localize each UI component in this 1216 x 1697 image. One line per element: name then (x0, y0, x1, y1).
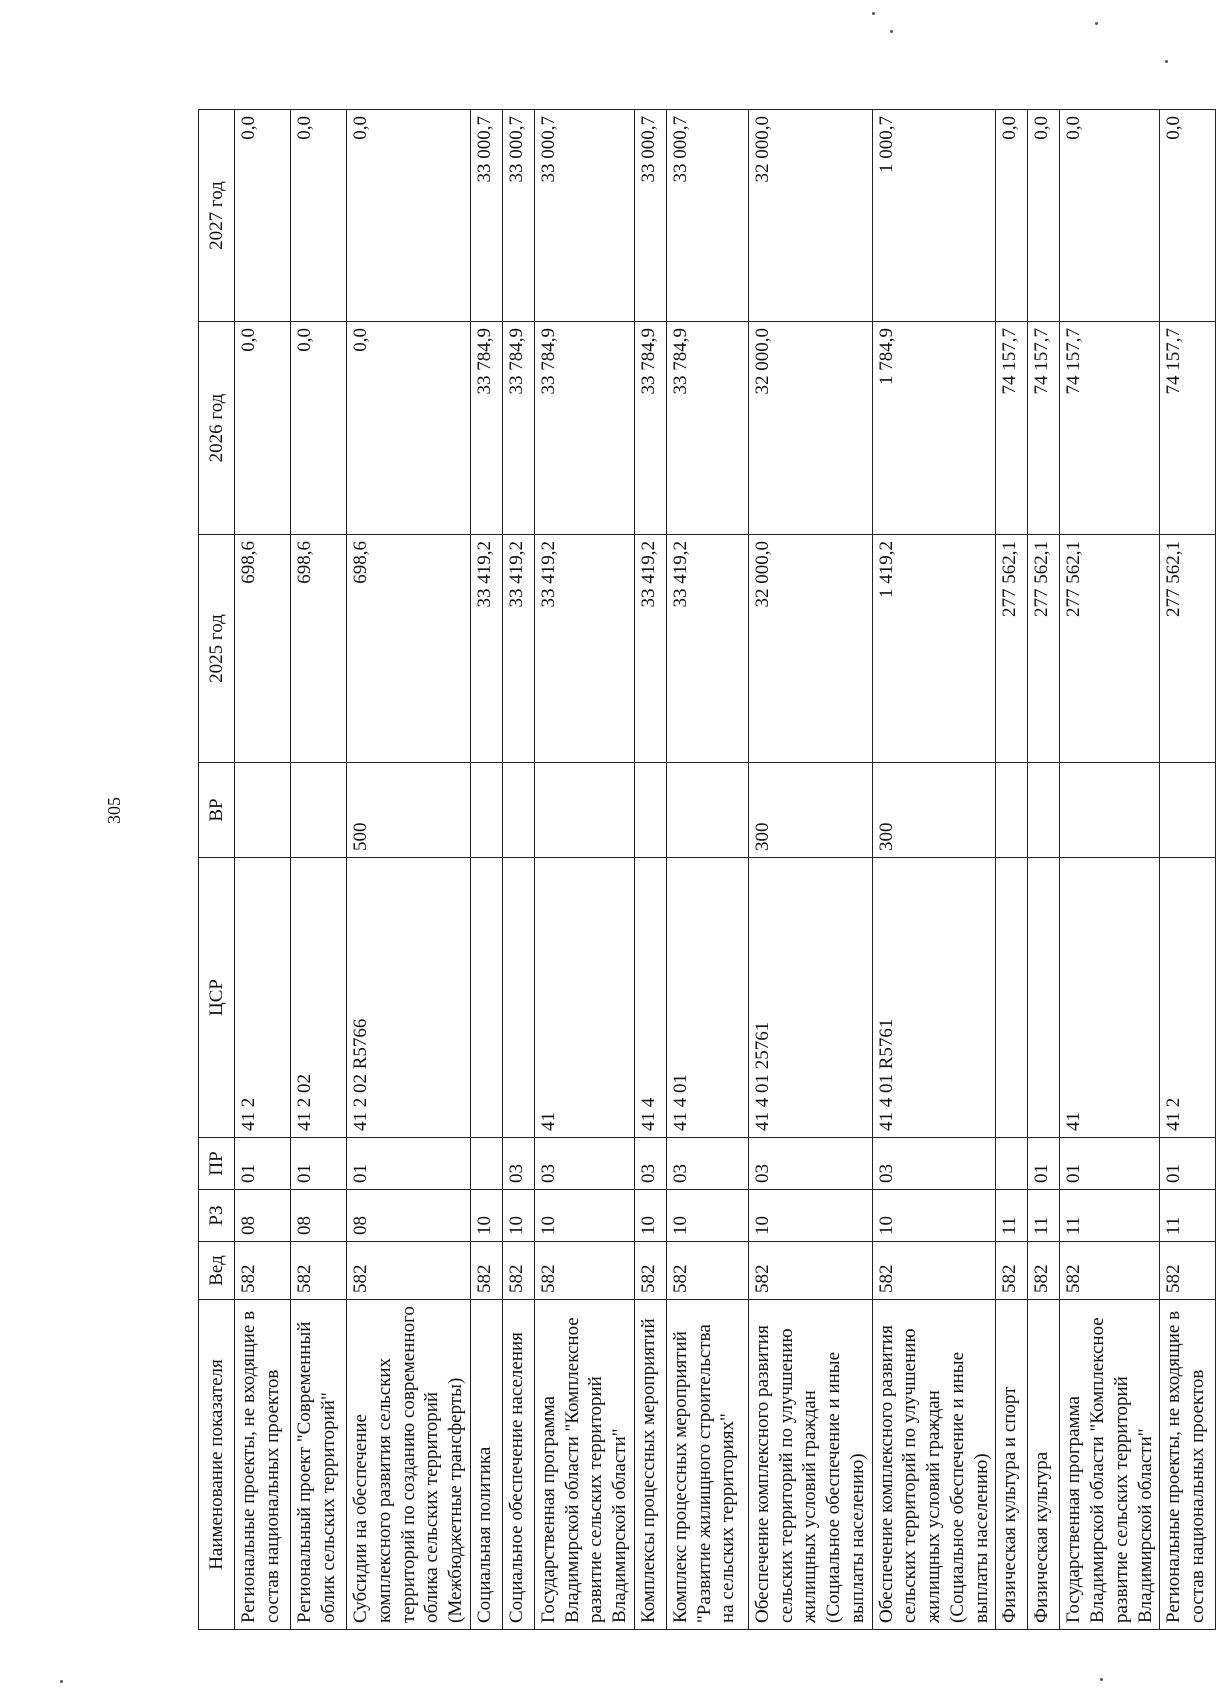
cell-vr (235, 763, 291, 858)
header-vr: ВР (199, 763, 235, 858)
cell-csr: 41 2 (1160, 858, 1216, 1138)
cell-ved: 582 (235, 1242, 291, 1300)
cell-rz: 11 (1160, 1190, 1216, 1242)
cell-name: Комплексы процессных мероприятий (634, 1300, 666, 1630)
cell-csr: 41 2 (235, 858, 291, 1138)
cell-2027: 32 000,0 (748, 110, 872, 322)
scan-speck (60, 1680, 63, 1683)
header-pr: ПР (199, 1138, 235, 1190)
cell-rz: 10 (666, 1190, 748, 1242)
cell-2026: 74 157,7 (1160, 322, 1216, 535)
page-number: 305 (104, 797, 124, 824)
cell-vr (666, 763, 748, 858)
cell-2027: 1 000,7 (872, 110, 996, 322)
table-row (1160, 110, 1216, 1630)
cell-pr: 01 (291, 1138, 347, 1190)
cell-csr: 41 (1060, 858, 1160, 1138)
cell-2026: 33 784,9 (470, 322, 502, 535)
cell-rz: 08 (291, 1190, 347, 1242)
cell-name: Обеспечение комплексного развития сельских территорий по улучшению жилищных условий граждан (Социальное обеспечение и иные выплаты населению) (748, 1300, 872, 1630)
scan-speck (872, 12, 875, 15)
table-row (1028, 110, 1060, 1630)
table-row (996, 110, 1028, 1630)
cell-ved: 582 (996, 1242, 1028, 1300)
table-row (666, 110, 748, 1630)
cell-name: Региональный проект "Современный облик сельских территорий" (291, 1300, 347, 1630)
rotated-table-container (198, 110, 1208, 1630)
cell-2027: 0,0 (996, 110, 1028, 322)
cell-rz: 11 (996, 1190, 1028, 1242)
cell-name: Государственная программа Владимирской области "Комплексное развитие сельских территорий Владимирской области" (1060, 1300, 1160, 1630)
cell-rz: 10 (502, 1190, 534, 1242)
cell-name: Физическая культура и спорт (996, 1300, 1028, 1630)
table-row (470, 110, 502, 1630)
cell-csr (470, 858, 502, 1138)
table-row (347, 110, 471, 1630)
cell-2027: 33 000,7 (470, 110, 502, 322)
table-row (534, 110, 634, 1630)
cell-csr (1028, 858, 1060, 1138)
cell-vr: 500 (347, 763, 471, 858)
cell-2025: 698,6 (291, 535, 347, 763)
cell-name: Социальное обеспечение населения (502, 1300, 534, 1630)
cell-pr: 03 (502, 1138, 534, 1190)
cell-vr (1028, 763, 1060, 858)
table-row (634, 110, 666, 1630)
cell-2025: 698,6 (235, 535, 291, 763)
header-ved: Вед (199, 1242, 235, 1300)
cell-2025: 277 562,1 (1028, 535, 1060, 763)
table-row (1060, 110, 1160, 1630)
cell-vr (502, 763, 534, 858)
cell-ved: 582 (347, 1242, 471, 1300)
cell-2027: 0,0 (1160, 110, 1216, 322)
cell-name: Физическая культура (1028, 1300, 1060, 1630)
scan-speck (890, 30, 893, 33)
cell-pr: 03 (666, 1138, 748, 1190)
cell-csr: 41 2 02 R5766 (347, 858, 471, 1138)
cell-2026: 33 784,9 (534, 322, 634, 535)
cell-vr: 300 (748, 763, 872, 858)
cell-vr: 300 (872, 763, 996, 858)
cell-pr: 03 (872, 1138, 996, 1190)
cell-pr: 03 (534, 1138, 634, 1190)
cell-ved: 582 (1060, 1242, 1160, 1300)
cell-rz: 10 (470, 1190, 502, 1242)
cell-name: Государственная программа Владимирской области "Комплексное развитие сельских территорий Владимирской области" (534, 1300, 634, 1630)
cell-rz: 08 (235, 1190, 291, 1242)
cell-2027: 0,0 (291, 110, 347, 322)
cell-name: Обеспечение комплексного развития сельских территорий по улучшению жилищных условий граждан (Социальное обеспечение и иные выплаты населению) (872, 1300, 996, 1630)
cell-vr (534, 763, 634, 858)
cell-2027: 0,0 (235, 110, 291, 322)
cell-ved: 582 (502, 1242, 534, 1300)
cell-vr (634, 763, 666, 858)
cell-2027: 33 000,7 (502, 110, 534, 322)
cell-2026: 1 784,9 (872, 322, 996, 535)
cell-pr: 01 (1060, 1138, 1160, 1190)
cell-rz: 10 (872, 1190, 996, 1242)
cell-rz: 11 (1060, 1190, 1160, 1242)
cell-pr: 01 (235, 1138, 291, 1190)
cell-name: Социальная политика (470, 1300, 502, 1630)
cell-2025: 277 562,1 (996, 535, 1028, 763)
cell-vr (1060, 763, 1160, 858)
cell-vr (470, 763, 502, 858)
cell-csr: 41 4 (634, 858, 666, 1138)
cell-2027: 0,0 (1028, 110, 1060, 322)
cell-2027: 0,0 (1060, 110, 1160, 322)
cell-pr: 01 (1160, 1138, 1216, 1190)
scan-speck (1165, 60, 1168, 63)
cell-ved: 582 (1160, 1242, 1216, 1300)
cell-2025: 33 419,2 (534, 535, 634, 763)
cell-csr: 41 4 01 R5761 (872, 858, 996, 1138)
cell-name: Региональные проекты, не входящие в состав национальных проектов (1160, 1300, 1216, 1630)
cell-2025: 33 419,2 (502, 535, 534, 763)
cell-name: Региональные проекты, не входящие в состав национальных проектов (235, 1300, 291, 1630)
cell-2026: 32 000,0 (748, 322, 872, 535)
cell-2027: 33 000,7 (666, 110, 748, 322)
cell-rz: 10 (534, 1190, 634, 1242)
cell-2026: 74 157,7 (996, 322, 1028, 535)
header-2026: 2026 год (199, 322, 235, 535)
header-2027: 2027 год (199, 110, 235, 322)
cell-rz: 10 (634, 1190, 666, 1242)
header-rz: РЗ (199, 1190, 235, 1242)
cell-rz: 10 (748, 1190, 872, 1242)
cell-pr (996, 1138, 1028, 1190)
cell-2027: 0,0 (347, 110, 471, 322)
cell-ved: 582 (666, 1242, 748, 1300)
cell-csr: 41 2 02 (291, 858, 347, 1138)
cell-2026: 0,0 (347, 322, 471, 535)
cell-ved: 582 (872, 1242, 996, 1300)
cell-ved: 582 (748, 1242, 872, 1300)
cell-2025: 1 419,2 (872, 535, 996, 763)
cell-name: Комплекс процессных мероприятий "Развитие жилищного строительства на сельских территориях" (666, 1300, 748, 1630)
cell-csr: 41 (534, 858, 634, 1138)
table-row (872, 110, 996, 1630)
cell-csr (996, 858, 1028, 1138)
header-csr: ЦСР (199, 858, 235, 1138)
cell-2027: 33 000,7 (634, 110, 666, 322)
cell-pr (470, 1138, 502, 1190)
cell-ved: 582 (534, 1242, 634, 1300)
cell-pr: 01 (347, 1138, 471, 1190)
cell-name: Субсидии на обеспечение комплексного развития сельских территорий по созданию современного облика сельских территорий (Межбюджетные трансферты) (347, 1300, 471, 1630)
table-row (235, 110, 291, 1630)
cell-ved: 582 (1028, 1242, 1060, 1300)
cell-2025: 33 419,2 (634, 535, 666, 763)
cell-2026: 0,0 (291, 322, 347, 535)
cell-2027: 33 000,7 (534, 110, 634, 322)
cell-2025: 698,6 (347, 535, 471, 763)
cell-csr: 41 4 01 25761 (748, 858, 872, 1138)
cell-vr (291, 763, 347, 858)
budget-table (198, 109, 1216, 1630)
table-header-row (199, 110, 235, 1630)
cell-2025: 32 000,0 (748, 535, 872, 763)
cell-2026: 33 784,9 (502, 322, 534, 535)
cell-pr: 03 (634, 1138, 666, 1190)
cell-rz: 08 (347, 1190, 471, 1242)
cell-pr: 03 (748, 1138, 872, 1190)
scan-speck (1095, 22, 1098, 25)
cell-2026: 33 784,9 (634, 322, 666, 535)
cell-ved: 582 (634, 1242, 666, 1300)
header-name: Наименование показателя (199, 1300, 235, 1630)
cell-2025: 277 562,1 (1160, 535, 1216, 763)
cell-rz: 11 (1028, 1190, 1060, 1242)
table-row (291, 110, 347, 1630)
cell-csr: 41 4 01 (666, 858, 748, 1138)
cell-vr (996, 763, 1028, 858)
cell-2025: 33 419,2 (666, 535, 748, 763)
cell-ved: 582 (470, 1242, 502, 1300)
cell-2026: 74 157,7 (1028, 322, 1060, 535)
header-2025: 2025 год (199, 535, 235, 763)
scan-speck (1100, 1678, 1103, 1681)
cell-2026: 33 784,9 (666, 322, 748, 535)
cell-pr: 01 (1028, 1138, 1060, 1190)
cell-2026: 74 157,7 (1060, 322, 1160, 535)
cell-ved: 582 (291, 1242, 347, 1300)
cell-2026: 0,0 (235, 322, 291, 535)
table-row (502, 110, 534, 1630)
cell-2025: 277 562,1 (1060, 535, 1160, 763)
cell-csr (502, 858, 534, 1138)
table-row (748, 110, 872, 1630)
cell-2025: 33 419,2 (470, 535, 502, 763)
cell-vr (1160, 763, 1216, 858)
